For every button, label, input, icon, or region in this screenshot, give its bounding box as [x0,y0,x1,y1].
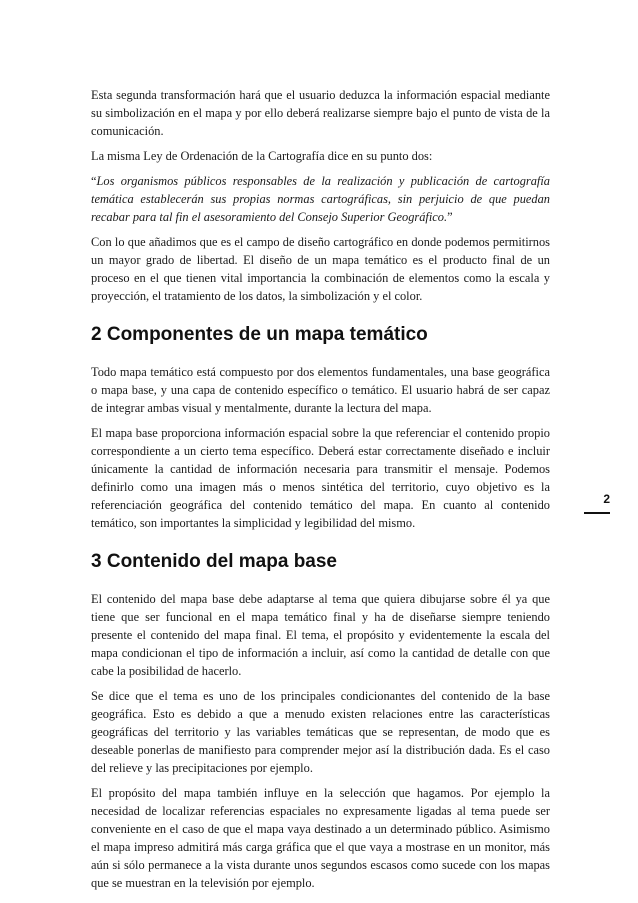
intro-paragraph-1: Esta segunda transformación hará que el usuario deduzca la información espacial mediante su simbolización en el mapa y por ello deberá realizarse siempre bajo el punto de vista de la comunicación. [91,88,550,138]
section-3-paragraph-2: Se dice que el tema es uno de los principales condicionantes del contenido de la base geográfica. Esto es debido a que a menudo existen relaciones entre las características geográficas del territorio y las variables temáticas que se representan, de modo que es deseable ponerlas de manifiesto para comprender mejor así la distribución dada. Es el caso del relieve y las precipitaciones por ejemplo. [91,689,550,775]
page-content [91,86,550,899]
quote-text: Los organismos públicos responsables de la realización y publicación de cartografía temática establecerán sus propias normas cartográficas, sin perjuicio de que puedan recabar para tal fin el asesoramiento del Consejo Superior Geográfico. [91,174,550,224]
intro-paragraph-2: La misma Ley de Ordenación de la Cartografía dice en su punto dos: [91,149,433,163]
intro-paragraph-4: Con lo que añadimos que es el campo de diseño cartográfico en donde podemos permitirnos un mayor grado de libertad. El diseño de un mapa temático es el producto final de un proceso en el que tienen vital importancia la combinación de elementos como la escala y proyección, el tratamiento de los datos, la simbolización y el color. [91,235,550,303]
section-2-paragraph-1: Todo mapa temático está compuesto por dos elementos fundamentales, una base geográfica o mapa base, y una capa de contenido específico o temático. El usuario habrá de ser capaz de integrar ambas visual y mentalmente, durante la lectura del mapa. [91,365,550,415]
section-3-paragraph-1: El contenido del mapa base debe adaptarse al tema que quiera dibujarse sobre él ya que tiene que ser funcional en el mapa temático final y ha de diseñarse siempre teniendo presente el contenido del mapa final. El tema, el propósito y evidentemente la escala del mapa condicionan el tipo de información a incluir, así como la cantidad de detalle con que cabe la posibilidad de hacerlo. [91,592,550,678]
quote-open-mark: “ [91,174,97,188]
section-2-paragraph-2: El mapa base proporciona información espacial sobre la que referenciar el contenido propio correspondiente a un cierto tema específico. Deberá estar correctamente diseñado e incluir únicamente la cantidad de información necesaria para transmitir el mensaje. Podemos definirlo como una imagen más o menos sintética del territorio, cuyo objetivo es la referenciación geográfica del contenido temático del mapa. En cuanto al contenido temático, son importantes la simplicidad y legibilidad del mismo. [91,426,550,530]
section-3-paragraph-3: El propósito del mapa también influye en la selección que hagamos. Por ejemplo la necesidad de localizar referencias espaciales no expresamente ligadas al tema puede ser conveniente en el caso de que el mapa vaya destinado a un determinado público. Asimismo el mapa impreso admitirá más carga gráfica que el que vaya a mostrase en un monitor, más aún si sólo permanece a la vista durante unos segundos escasos como sucede con los mapas que se muestran en la televisión por ejemplo. [91,786,550,890]
law-quote [91,172,550,226]
section-3-heading: 3 Contenido del mapa base [91,551,337,572]
quote-close-mark: ” [447,210,453,224]
page-number: 2 [603,492,610,506]
section-2-heading: 2 Componentes de un mapa temático [91,324,428,345]
page-number-rule [584,512,610,514]
